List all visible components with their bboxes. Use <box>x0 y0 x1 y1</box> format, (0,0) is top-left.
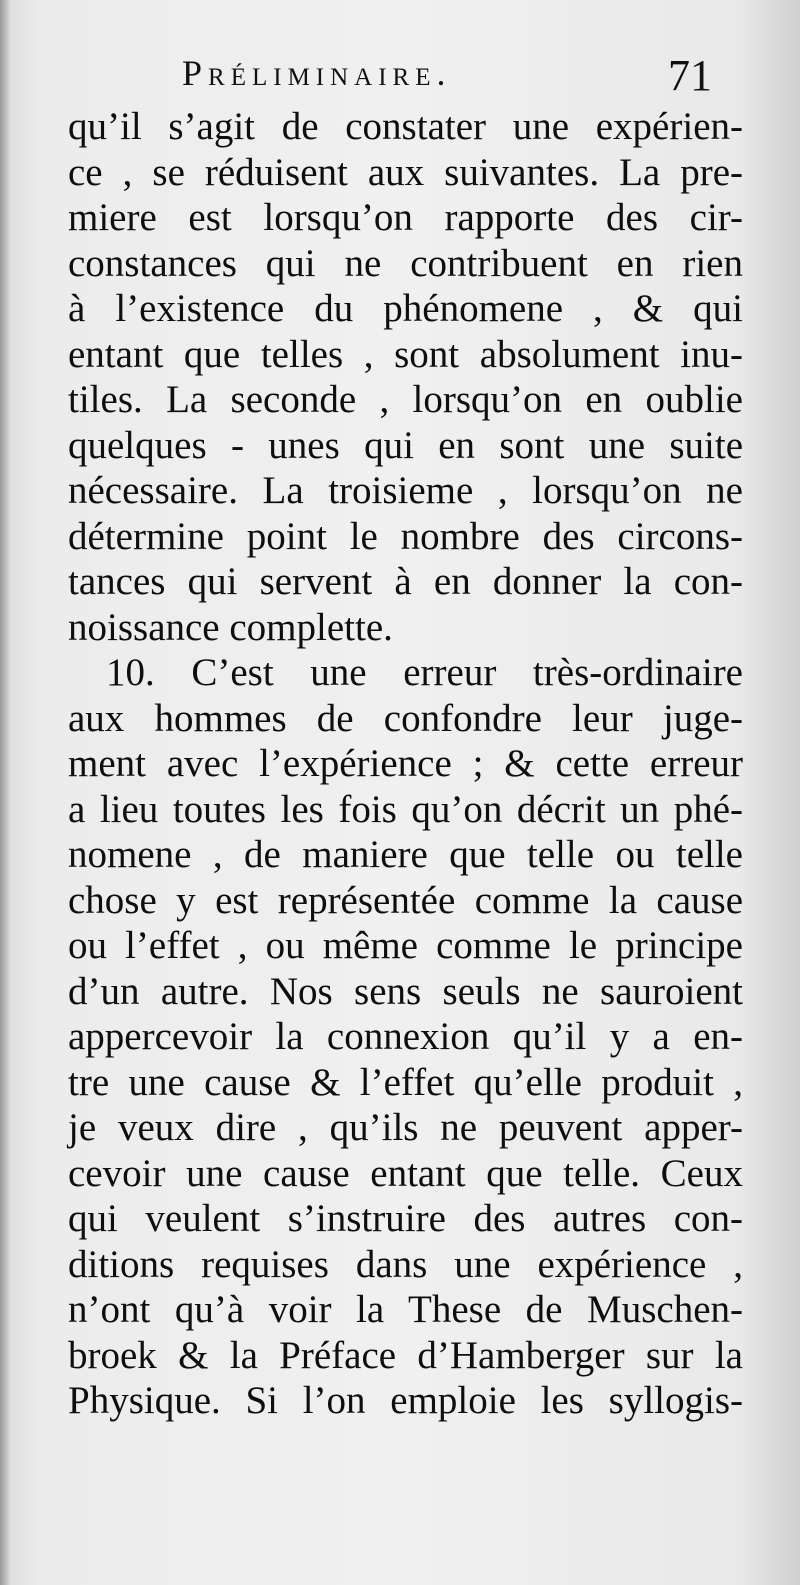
text-line: ditions requises dans une expérience , <box>68 1242 743 1286</box>
text-line: ou l’effet , ou même comme le principe <box>68 924 743 967</box>
page-header <box>0 46 800 106</box>
text-line: a lieu toutes les fois qu’on décrit un phé- <box>68 787 743 831</box>
text-line: chose y est représentée comme la cause <box>68 878 743 922</box>
bottom-margin <box>0 1425 800 1585</box>
page-number: 71 <box>668 51 712 100</box>
text-line: n’ont qu’à voir la These de Muschen- <box>68 1288 743 1331</box>
text-line: appercevoir la connexion qu’il y a en- <box>68 1015 743 1058</box>
text-line: ce , se réduisent aux suivantes. La pre- <box>68 150 743 194</box>
text-line: broek & la Préface d’Hamberger sur la <box>68 1333 743 1377</box>
text-line: à l’existence du phénomene , & qui <box>68 287 743 330</box>
text-line: qui veulent s’instruire des autres con- <box>68 1197 743 1240</box>
text-line: 10. C’est une erreur très-ordinaire <box>106 651 743 694</box>
page-gutter-shadow <box>0 0 10 1585</box>
paragraph-1 <box>68 104 743 650</box>
text-line: détermine point le nombre des circons- <box>68 514 743 558</box>
running-title: Préliminaire. <box>182 53 452 93</box>
body-text <box>68 104 743 1424</box>
text-line: miere est lorsqu’on rapporte des cir- <box>68 196 743 239</box>
text-line: d’un autre. Nos sens seuls ne sauroient <box>68 969 743 1013</box>
text-line: noissance complette. <box>68 605 393 649</box>
text-line: quelques - unes qui en sont une suite <box>68 423 743 467</box>
text-line: tiles. La seconde , lorsqu’on en oublie <box>68 378 743 421</box>
paragraph-2 <box>68 650 743 1424</box>
text-line: cevoir une cause entant que telle. Ceux <box>68 1151 743 1195</box>
text-line: Physique. Si l’on emploie les syllogis- <box>68 1379 743 1422</box>
text-line: ment avec l’expérience ; & cette erreur <box>68 742 743 785</box>
text-line: constances qui ne contribuent en rien <box>68 241 743 285</box>
text-line: qu’il s’agit de constater une expérien- <box>68 105 743 148</box>
text-line: entant que telles , sont absolument inu- <box>68 332 743 376</box>
text-line: tre une cause & l’effet qu’elle produit , <box>68 1060 743 1104</box>
text-line: nécessaire. La troisieme , lorsqu’on ne <box>68 469 743 512</box>
text-line: aux hommes de confondre leur juge- <box>68 696 743 740</box>
text-line: tances qui servent à en donner la con- <box>68 560 743 603</box>
text-line: je veux dire , qu’ils ne peuvent apper- <box>68 1106 743 1149</box>
text-line: nomene , de maniere que telle ou telle <box>68 833 743 876</box>
